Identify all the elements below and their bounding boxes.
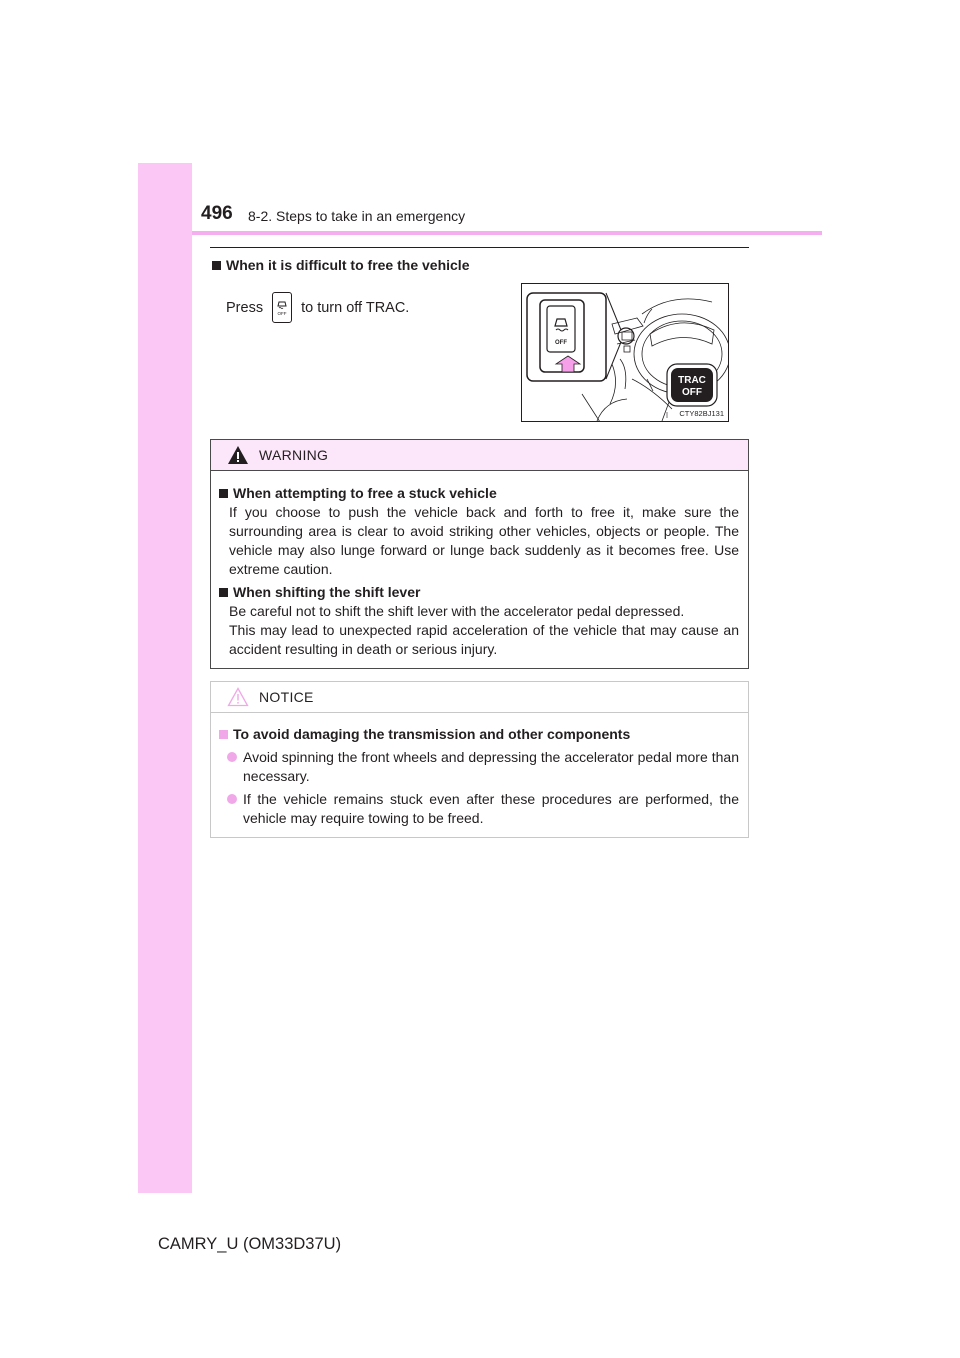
press-text: Press <box>226 299 264 316</box>
warning-box <box>210 439 749 669</box>
button-icon-label: OFF <box>277 311 287 316</box>
caution-icon <box>227 687 249 707</box>
sub-heading: When it is difficult to free the vehicle <box>212 257 469 273</box>
trac-indicator-label-1: TRAC <box>678 375 706 386</box>
instruction-line <box>226 292 409 323</box>
trac-off-button-icon <box>272 292 292 323</box>
warning-header <box>211 440 748 471</box>
circle-bullet-icon <box>227 752 237 762</box>
square-bullet-icon <box>219 588 228 597</box>
press-suffix-text: to turn off TRAC. <box>301 299 410 316</box>
header-rule <box>192 231 822 235</box>
warning-item-text: Be careful not to shift the shift lever with the accelerator pedal depressed. This may lead to unexpected rapid acceleration of the vehicle that may cause an accident resulting in death or serious injury. <box>229 603 739 657</box>
warning-title: WARNING <box>259 447 329 463</box>
circle-bullet-icon <box>227 794 237 804</box>
figure-code: CTY82BJ131 <box>679 409 724 418</box>
page-number: 496 <box>201 203 233 224</box>
notice-bullet: Avoid spinning the front wheels and depressing the accelerator pedal more than necessary. <box>219 748 739 786</box>
warning-item-title: When shifting the shift lever <box>219 583 739 602</box>
switch-off-label: OFF <box>555 340 567 346</box>
section-divider <box>210 247 749 248</box>
notice-title: NOTICE <box>259 689 314 705</box>
warning-body <box>211 471 748 669</box>
warning-icon <box>227 445 249 465</box>
notice-bullet: If the vehicle remains stuck even after these procedures are performed, the vehicle may require towing to be freed. <box>219 790 739 828</box>
warning-item-title: When attempting to free a stuck vehicle <box>219 484 739 503</box>
model-code-footer: CAMRY_U (OM33D37U) <box>158 1235 342 1253</box>
warning-item-text: If you choose to push the vehicle back and forth to free it, make sure the surrounding area is clear to avoid striking other vehicles, objects or people. The vehicle may also lunge forward or lunge back suddenly as it becomes free. Use extreme caution. <box>229 504 739 577</box>
square-bullet-icon <box>219 730 228 739</box>
notice-box <box>210 681 749 838</box>
notice-item-title: To avoid damaging the transmission and other components <box>219 725 739 744</box>
notice-body <box>211 713 748 838</box>
dashboard-illustration <box>521 283 729 422</box>
chapter-side-tab <box>138 163 192 1193</box>
section-title: 8-2. Steps to take in an emergency <box>248 208 466 224</box>
square-bullet-icon <box>219 489 228 498</box>
square-bullet-icon <box>212 261 221 270</box>
trac-indicator-label-2: OFF <box>682 387 702 398</box>
notice-header <box>211 682 748 713</box>
dashboard-drawing <box>522 284 728 421</box>
